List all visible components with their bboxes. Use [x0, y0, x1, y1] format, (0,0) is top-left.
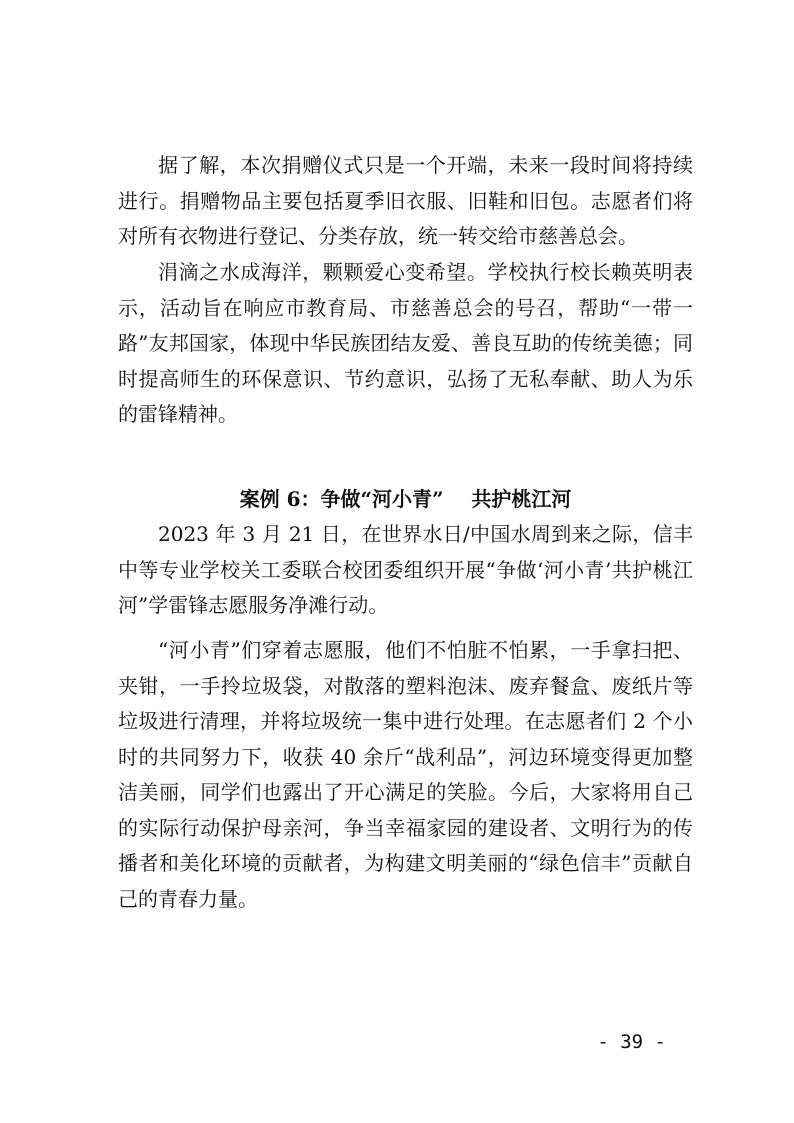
paragraph-donation-intro: 据了解，本次捐赠仪式只是一个开端，未来一段时间将持续进行。捐赠物品主要包括夏季旧衣服、旧鞋和旧包。志愿者们将对所有衣物进行登记、分类存放，统一转交给市慈善总会。 — [118, 153, 693, 248]
case-six-title: 案例 6：争做“河小青” 共护桃江河 — [239, 487, 572, 511]
page-number: - 39 - — [597, 1031, 666, 1053]
paragraph-donation-purpose: 涓滴之水成海洋，颗颗爱心变希望。学校执行校长赖英明表示，活动旨在响应市教育局、市慈善总会的号召，帮助“一带一路”友邦国家，体现中华民族团结友爱、善良互助的传统美德；同时提高师生的环保意识、节约意识，弘扬了无私奉献、助人为乐的雷锋精神。 — [118, 260, 693, 426]
paragraph-case-six-event: 2023 年 3 月 21 日，在世界水日/中国水周到来之际，信丰中等专业学校关工委联合校团委组织开展“争做‘河小青’共护桃江河”学雷锋志愿服务净滩行动。 — [118, 522, 693, 617]
paragraph-case-six-activity: “河小青”们穿着志愿服，他们不怕脏不怕累，一手拿扫把、夹钳，一手拎垃圾袋，对散落的塑料泡沫、废弃餐盒、废纸片等垃圾进行清理，并将垃圾统一集中进行处理。在志愿者们 2 个小时的共同努力下，收获 40 余斤“战利品”，河边环境变得更加整洁美丽，同学们也露出了开心满足的笑脸。今后，大家将用自己的实际行动保护母亲河，争当幸福家园的建设者、文明行为的传播者和美化环境的贡献者，为构建文明美丽的“绿色信丰”贡献自己的青春力量。 — [118, 638, 693, 911]
